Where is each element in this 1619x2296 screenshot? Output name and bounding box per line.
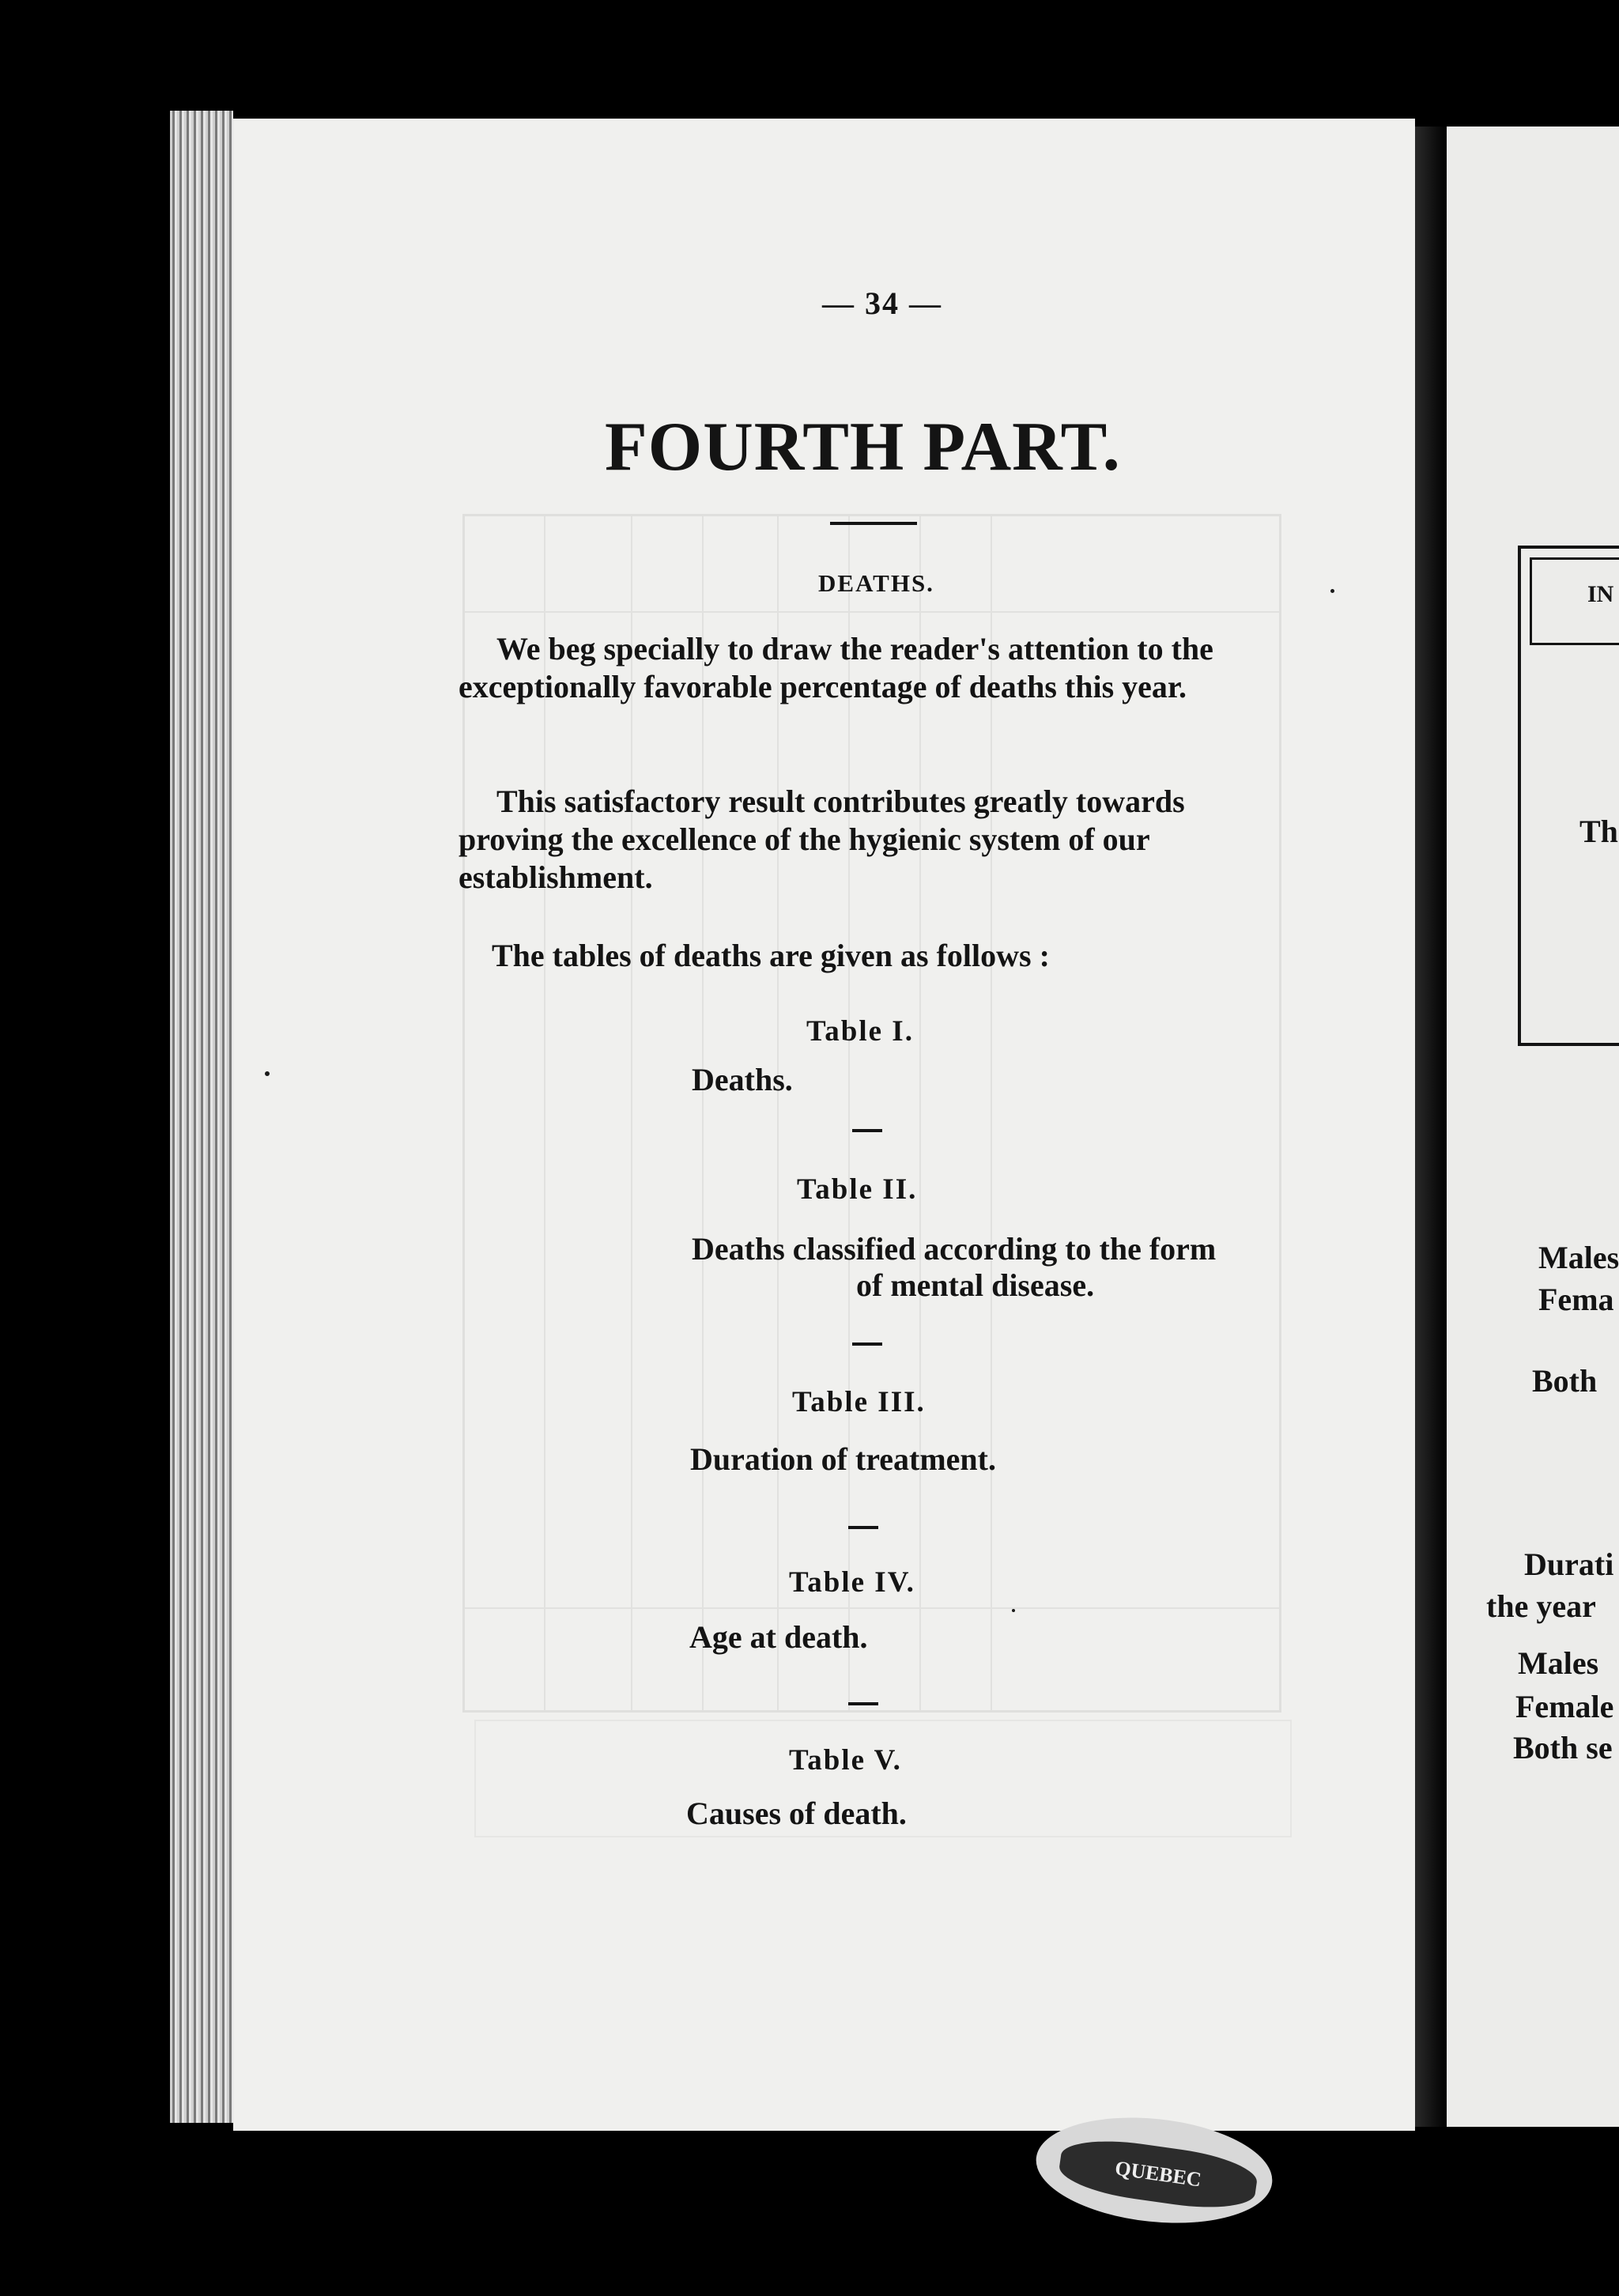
dust-speck [1012, 1609, 1015, 1612]
library-stamp-label: QUEBEC [1056, 2133, 1259, 2215]
table-description: Duration of treatment. [690, 1441, 996, 1477]
paragraph: The tables of deaths are given as follows : [492, 938, 1050, 973]
book-gutter [1415, 127, 1447, 2127]
book-page-edges [170, 111, 233, 2123]
table-separator [852, 1129, 882, 1132]
right-page-fragment: Durati [1524, 1546, 1614, 1582]
table-description: Deaths classified according to the form [692, 1231, 1217, 1267]
dust-speck [265, 1071, 270, 1076]
right-page-fragment: Males [1538, 1240, 1619, 1275]
table-heading: Table IV. [789, 1566, 915, 1599]
section-heading: DEATHS. [818, 569, 934, 597]
table-separator [848, 1702, 878, 1705]
table-heading: Table I. [806, 1015, 914, 1048]
table-description: Causes of death. [686, 1796, 907, 1831]
table-separator [848, 1526, 878, 1529]
dust-speck [1330, 589, 1334, 593]
table-heading: Table II. [797, 1173, 918, 1206]
right-page-fragment: IN [1587, 581, 1614, 607]
right-page-fragment: Both se [1513, 1730, 1613, 1765]
page-number: — 34 — [822, 285, 942, 321]
right-page-fragment: Both [1532, 1363, 1598, 1399]
right-page [1447, 127, 1619, 2127]
page-title: FOURTH PART. [605, 409, 1121, 485]
right-page-fragment: Female [1515, 1689, 1614, 1724]
table-heading: Table V. [789, 1744, 902, 1777]
paragraph: We beg specially to draw the reader's attention to the exceptionally favorable percentage of deaths this year. [459, 631, 1213, 704]
table-separator [852, 1342, 882, 1346]
right-page-fragment: Males [1518, 1645, 1599, 1681]
table-description: Age at death. [689, 1619, 868, 1655]
paragraph: This satisfactory result contributes greatly towards proving the excellence of the hygienic system of our establishment. [459, 784, 1185, 895]
table-heading: Table III. [792, 1386, 926, 1418]
right-page-fragment: Fema [1538, 1282, 1614, 1317]
table-description: Deaths. [692, 1062, 793, 1097]
right-page-fragment: the year [1486, 1588, 1596, 1624]
table-description-continued: of mental disease. [856, 1267, 1095, 1303]
right-page-fragment: Th [1579, 814, 1618, 849]
title-rule [830, 522, 917, 525]
